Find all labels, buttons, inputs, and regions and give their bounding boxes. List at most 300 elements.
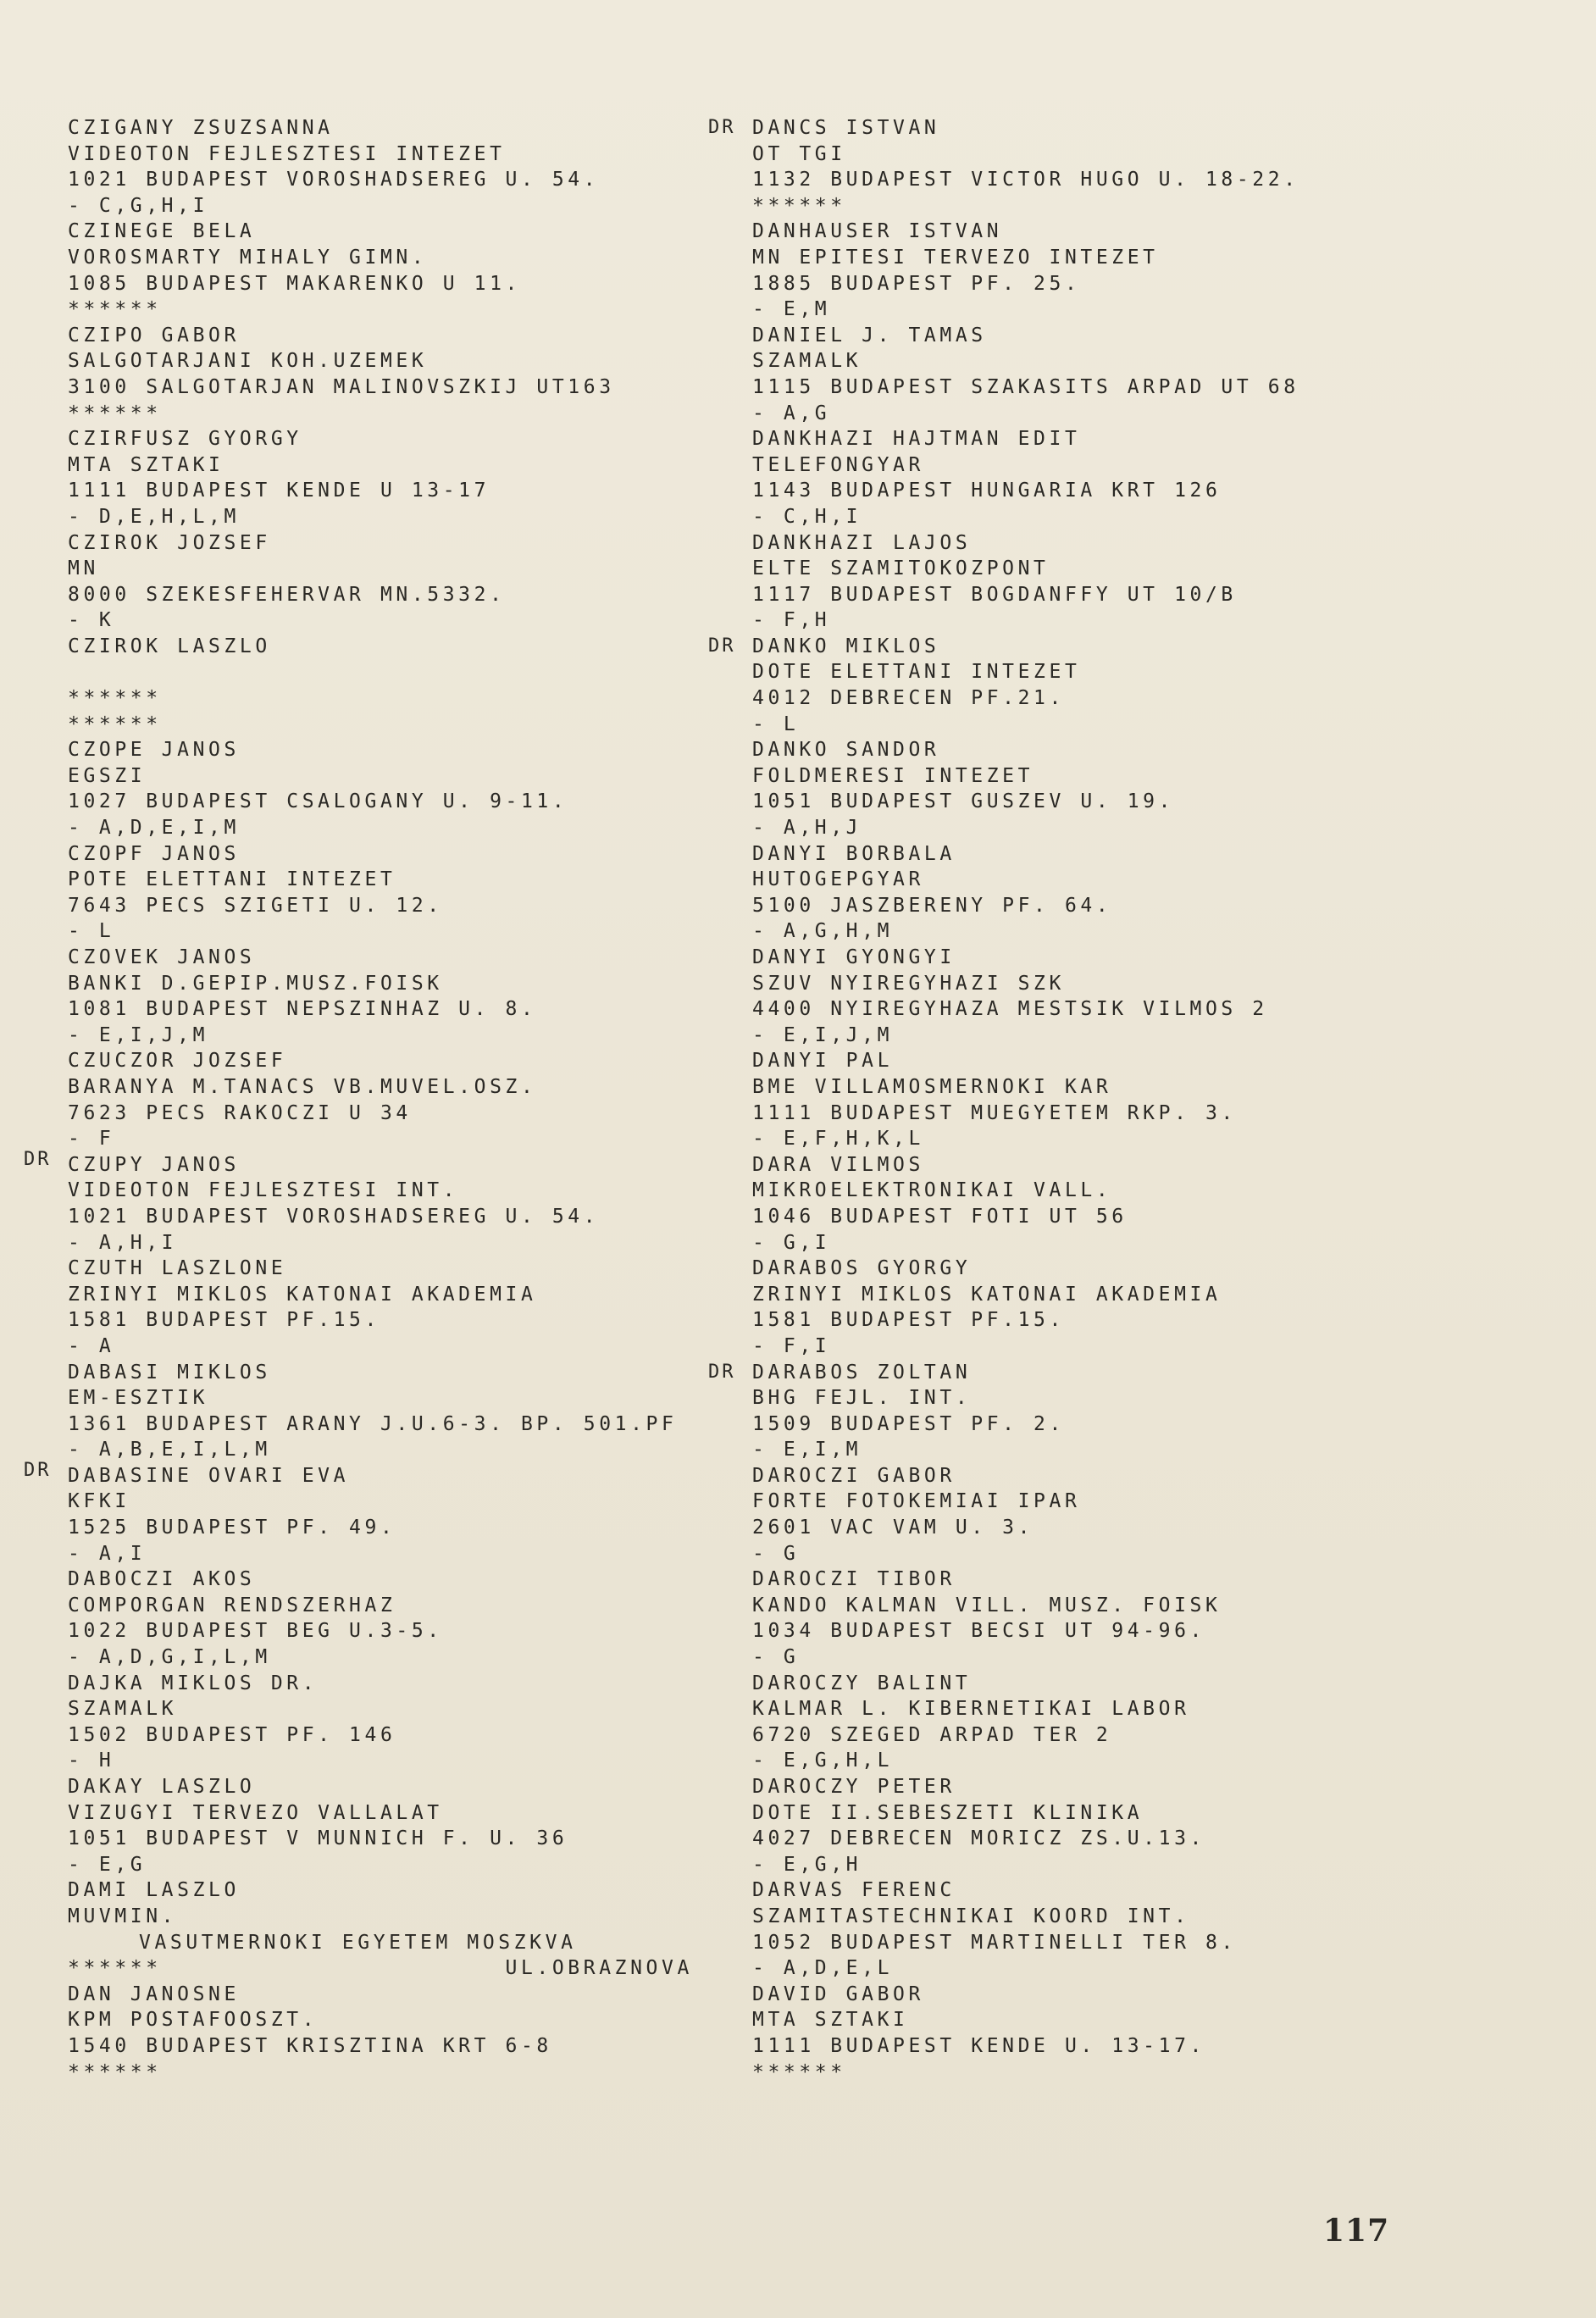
directory-line [752, 1644, 1515, 1671]
directory-line [68, 971, 712, 997]
directory-line-text: BME VILLAMOSMERNOKI KAR [752, 1075, 1112, 1098]
directory-line [752, 1826, 1515, 1852]
directory-line [708, 1360, 1515, 1386]
directory-line-text: DANYI GYONGYI [752, 946, 956, 968]
directory-line [68, 1904, 712, 1930]
directory-line-text: ****** [68, 402, 162, 424]
directory-line [752, 1048, 1515, 1074]
directory-line-text: VIDEOTON FEJLESZTESI INT. [68, 1179, 459, 1202]
directory-line-text: 1027 BUDAPEST CSALOGANY U. 9-11. [68, 790, 568, 813]
directory-line-text: EM-ESZTIK [68, 1387, 209, 1410]
directory-line [752, 2060, 1515, 2086]
directory-line [68, 1515, 712, 1541]
directory-line [708, 634, 1515, 660]
directory-line [68, 2033, 712, 2060]
directory-line [752, 1178, 1515, 1204]
directory-line-text: MTA SZTAKI [68, 453, 224, 476]
directory-line-text: 1502 BUDAPEST PF. 146 [68, 1723, 396, 1746]
directory-line [68, 323, 712, 349]
directory-line-text: MIKROELEKTRONIKAI VALL. [752, 1179, 1112, 1202]
directory-line [752, 141, 1515, 168]
directory-line [68, 1385, 712, 1411]
directory-line-text: DOTE II.SEBESZETI KLINIKA [752, 1801, 1144, 1824]
title-prefix: DR [24, 1459, 52, 1481]
directory-line-text: VOROSMARTY MIHALY GIMN. [68, 246, 428, 269]
directory-line-text: CZOVEK JANOS [68, 946, 256, 968]
directory-line-text: ****** [68, 2060, 162, 2083]
directory-line-text: - L [752, 713, 800, 735]
directory-line [752, 271, 1515, 297]
directory-line-text: DARVAS FERENC [752, 1879, 956, 1902]
directory-line-text: 1051 BUDAPEST V MUNNICH F. U. 36 [68, 1827, 568, 1850]
directory-line [752, 297, 1515, 323]
directory-line [752, 737, 1515, 763]
directory-line [68, 1101, 712, 1127]
directory-line [752, 1437, 1515, 1463]
directory-line [752, 1489, 1515, 1515]
directory-line-text: BARANYA M.TANACS VB.MUVEL.OSZ. [68, 1075, 537, 1098]
directory-line-text: SZAMITASTECHNIKAI KOORD INT. [752, 1905, 1190, 1927]
directory-line [68, 685, 712, 712]
directory-line-text: SZAMALK [752, 350, 862, 373]
directory-line [752, 219, 1515, 245]
directory-line-text: 1885 BUDAPEST PF. 25. [752, 272, 1081, 295]
directory-line [68, 452, 712, 479]
directory-line [68, 1774, 712, 1800]
directory-line-text: - A,G,H,M [752, 920, 894, 943]
directory-line-text: - D,E,H,L,M [68, 505, 240, 528]
directory-line-text: DABASI MIKLOS [68, 1361, 271, 1384]
directory-line-text: DARA VILMOS [752, 1153, 924, 1176]
directory-line [68, 1671, 712, 1697]
directory-line-text: ****** [752, 194, 846, 217]
directory-line [68, 737, 712, 763]
directory-line-text: DABASINE OVARI EVA [68, 1464, 350, 1487]
directory-line [752, 1126, 1515, 1152]
directory-line [752, 685, 1515, 712]
directory-line [752, 1800, 1515, 1827]
directory-line [68, 1230, 712, 1256]
directory-line-text: - A,D,G,I,L,M [68, 1646, 271, 1669]
directory-line [68, 1982, 712, 2008]
directory-line-text: DAROCZY PETER [752, 1776, 956, 1798]
directory-line [752, 945, 1515, 971]
directory-line-text: DANCS ISTVAN [752, 117, 940, 139]
directory-line-text: KPM POSTAFOOSZT. [68, 2009, 319, 2032]
directory-line [68, 867, 712, 893]
directory-line-text: ****** [68, 298, 162, 321]
directory-line [752, 1515, 1515, 1541]
directory-line [752, 1204, 1515, 1230]
directory-line-text: DABOCZI AKOS [68, 1568, 256, 1591]
directory-line-text: ****** [68, 713, 162, 735]
directory-line-text: CZOPF JANOS [68, 842, 240, 865]
directory-line-text: SZAMALK [68, 1698, 178, 1721]
directory-line [68, 1411, 712, 1438]
directory-line-text: VIDEOTON FEJLESZTESI INTEZET [68, 142, 506, 165]
directory-line [752, 556, 1515, 582]
directory-line-text: MN [68, 557, 99, 580]
directory-line [68, 1593, 712, 1619]
directory-line-text: - A,D,E,I,M [68, 817, 240, 840]
directory-line [68, 297, 712, 323]
directory-line [752, 815, 1515, 841]
directory-line [752, 1101, 1515, 1127]
directory-line-text: 1509 BUDAPEST PF. 2. [752, 1412, 1065, 1435]
directory-line-text: - A,H,I [68, 1231, 178, 1254]
directory-line-text: DARABOS GYORGY [752, 1257, 972, 1280]
directory-line-text: - A [68, 1334, 115, 1357]
directory-line-text: ****** UL.OBRAZNOVA [68, 1957, 693, 1980]
directory-line [752, 323, 1515, 349]
directory-line [752, 1618, 1515, 1644]
directory-line-text: 7643 PECS SZIGETI U. 12. [68, 894, 443, 917]
directory-line-text: DANKO SANDOR [752, 739, 940, 762]
directory-line [752, 607, 1515, 634]
directory-line [68, 789, 712, 815]
directory-line-text: 1111 BUDAPEST MUEGYETEM RKP. 3. [752, 1101, 1237, 1124]
directory-line-text: - H [68, 1750, 115, 1772]
directory-line [752, 971, 1515, 997]
directory-line [752, 1904, 1515, 1930]
directory-line-text: 1132 BUDAPEST VICTOR HUGO U. 18-22. [752, 169, 1300, 191]
directory-line-text: DAKAY LASZLO [68, 1776, 256, 1798]
directory-line [752, 763, 1515, 790]
directory-line [68, 1748, 712, 1774]
directory-line [68, 815, 712, 841]
directory-line-text: - F,I [752, 1334, 831, 1357]
directory-line-text: 7623 PECS RAKOCZI U 34 [68, 1101, 412, 1124]
directory-line [752, 1748, 1515, 1774]
directory-line [68, 1307, 712, 1334]
directory-line [752, 582, 1515, 608]
directory-line-text: TELEFONGYAR [752, 453, 924, 476]
directory-line [68, 893, 712, 919]
directory-line [752, 841, 1515, 868]
directory-line [752, 1696, 1515, 1722]
directory-line [752, 996, 1515, 1023]
directory-line [752, 1074, 1515, 1101]
directory-line [752, 348, 1515, 374]
directory-line-text: - E,I,J,M [68, 1023, 209, 1046]
directory-line [68, 556, 712, 582]
directory-line [68, 1852, 712, 1878]
directory-line [24, 1148, 712, 1178]
directory-line [68, 1360, 712, 1386]
directory-line [68, 1489, 712, 1515]
directory-line-text: 1540 BUDAPEST KRISZTINA KRT 6-8 [68, 2034, 552, 2057]
directory-line-text: 1046 BUDAPEST FOTI UT 56 [752, 1205, 1128, 1228]
directory-line [752, 1334, 1515, 1360]
directory-line [752, 789, 1515, 815]
directory-line [752, 1774, 1515, 1800]
directory-line-text: 1115 BUDAPEST SZAKASITS ARPAD UT 68 [752, 375, 1300, 398]
title-prefix: DR [708, 1361, 736, 1383]
directory-line-text: VIZUGYI TERVEZO VALLALAT [68, 1801, 443, 1824]
directory-line-text: 1051 BUDAPEST GUSZEV U. 19. [752, 790, 1175, 813]
directory-line-text: 1117 BUDAPEST BOGDANFFY UT 10/B [752, 583, 1237, 606]
directory-line [68, 141, 712, 168]
title-prefix: DR [708, 117, 736, 138]
directory-line [752, 1852, 1515, 1878]
directory-line-text: - A,G [752, 402, 831, 424]
directory-line-text: KFKI [68, 1490, 130, 1513]
directory-line [68, 1282, 712, 1308]
directory-line-text: KALMAR L. KIBERNETIKAI LABOR [752, 1698, 1190, 1721]
directory-line [68, 1541, 712, 1567]
directory-line [752, 245, 1515, 271]
directory-line-text: MUVMIN. [68, 1905, 178, 1927]
directory-line-text: DANKO MIKLOS [752, 635, 940, 657]
directory-line [752, 659, 1515, 685]
directory-line-text: DANKHAZI HAJTMAN EDIT [752, 428, 1081, 451]
directory-line-text: - A,I [68, 1542, 147, 1565]
directory-line [68, 945, 712, 971]
directory-line-text: DAMI LASZLO [68, 1879, 240, 1902]
directory-line-text: 5100 JASZBERENY PF. 64. [752, 894, 1112, 917]
directory-line [68, 763, 712, 790]
directory-line [68, 1437, 712, 1463]
directory-line [752, 2007, 1515, 2033]
directory-line-text: - E,G [68, 1853, 147, 1876]
directory-line [68, 1618, 712, 1644]
directory-line [752, 918, 1515, 945]
directory-line-text: - G,I [752, 1231, 831, 1254]
directory-line-text: 6720 SZEGED ARPAD TER 2 [752, 1723, 1112, 1746]
directory-line [752, 893, 1515, 919]
directory-line-text: CZIRFUSZ GYORGY [68, 428, 302, 451]
directory-line [752, 1877, 1515, 1904]
directory-line-text: BANKI D.GEPIP.MUSZ.FOISK [68, 972, 443, 995]
directory-line-text: FORTE FOTOKEMIAI IPAR [752, 1490, 1081, 1513]
directory-line [68, 401, 712, 427]
directory-line-text: - F,H [752, 609, 831, 632]
directory-line [68, 634, 712, 660]
directory-line-text: MTA SZTAKI [752, 2009, 909, 2032]
directory-line [68, 1955, 712, 1982]
directory-line-text: 1581 BUDAPEST PF.15. [752, 1309, 1065, 1332]
page-number: 117 [1323, 2213, 1390, 2249]
directory-line [68, 712, 712, 738]
directory-line-text: DANYI BORBALA [752, 842, 956, 865]
directory-line-text: CZINEGE BELA [68, 220, 256, 243]
directory-line [24, 1459, 712, 1489]
directory-line [752, 1385, 1515, 1411]
directory-line [68, 1877, 712, 1904]
directory-line-text: ELTE SZAMITOKOZPONT [752, 557, 1050, 580]
directory-line [68, 504, 712, 530]
directory-line-text: COMPORGAN RENDSZERHAZ [68, 1594, 396, 1616]
left-column [24, 115, 712, 2085]
directory-line [752, 374, 1515, 401]
directory-line [68, 115, 712, 141]
directory-line-text: MN EPITESI TERVEZO INTEZET [752, 246, 1159, 269]
directory-line-text: SALGOTARJANI KOH.UZEMEK [68, 350, 428, 373]
directory-line [68, 2007, 712, 2033]
directory-line [68, 607, 712, 634]
directory-line [752, 2033, 1515, 2060]
directory-line-text: ZRINYI MIKLOS KATONAI AKADEMIA [68, 1283, 537, 1306]
directory-line [752, 1282, 1515, 1308]
directory-line-text: 1143 BUDAPEST HUNGARIA KRT 126 [752, 480, 1222, 502]
directory-line [68, 478, 712, 504]
directory-line [752, 1541, 1515, 1567]
directory-line-text: 4027 DEBRECEN MORICZ ZS.U.13. [752, 1827, 1205, 1850]
directory-line-text: - A,B,E,I,L,M [68, 1439, 271, 1461]
directory-line-text: - A,D,E,L [752, 1957, 894, 1980]
directory-line-text: 1021 BUDAPEST VOROSHADSEREG U. 54. [68, 1205, 600, 1228]
directory-line-text: - F [68, 1128, 115, 1151]
directory-line-text: 4012 DEBRECEN PF.21. [752, 687, 1065, 710]
directory-line [68, 1126, 712, 1152]
directory-line-text: 4400 NYIREGYHAZA MESTSIK VILMOS 2 [752, 998, 1268, 1021]
directory-line-text: 1081 BUDAPEST NEPSZINHAZ U. 8. [68, 998, 537, 1021]
directory-line [752, 401, 1515, 427]
directory-line [752, 426, 1515, 452]
directory-line-text: DANIEL J. TAMAS [752, 324, 987, 347]
right-column [708, 115, 1515, 2085]
directory-line [68, 1178, 712, 1204]
directory-line-text: DARABOS ZOLTAN [752, 1361, 972, 1384]
directory-line [752, 193, 1515, 219]
directory-line-text: DAJKA MIKLOS DR. [68, 1672, 319, 1694]
directory-line [752, 1930, 1515, 1956]
directory-line-text: DAN JANOSNE [68, 1982, 240, 2005]
title-prefix: DR [708, 635, 736, 657]
directory-line-text: - E,G,H [752, 1853, 862, 1876]
directory-line [752, 478, 1515, 504]
directory-line-text: - C,H,I [752, 505, 862, 528]
directory-line [68, 1204, 712, 1230]
directory-line [68, 167, 712, 193]
directory-line-text: 1111 BUDAPEST KENDE U 13-17 [68, 480, 490, 502]
directory-line [68, 1334, 712, 1360]
directory-line-text: - K [68, 609, 115, 632]
directory-line-text: DANKHAZI LAJOS [752, 531, 972, 554]
directory-line-text: 8000 SZEKESFEHERVAR MN.5332. [68, 583, 506, 606]
directory-line [752, 1671, 1515, 1697]
directory-line-text: - G [752, 1542, 800, 1565]
directory-line-text: 1021 BUDAPEST VOROSHADSEREG U. 54. [68, 169, 600, 191]
directory-line [68, 1256, 712, 1282]
directory-line-text: - E,F,H,K,L [752, 1128, 924, 1151]
directory-line-text: DAVID GABOR [752, 1982, 924, 2005]
directory-line [68, 1048, 712, 1074]
directory-line [68, 193, 712, 219]
directory-line [752, 1982, 1515, 2008]
directory-line-text: EGSZI [68, 764, 147, 787]
directory-line-text: 2601 VAC VAM U. 3. [752, 1517, 1034, 1539]
directory-line-text: BHG FEJL. INT. [752, 1387, 972, 1410]
directory-line-text: - E,I,M [752, 1439, 862, 1461]
directory-line [68, 1800, 712, 1827]
directory-line-text: - E,I,J,M [752, 1023, 894, 1046]
directory-line-text: CZIROK LASZLO [68, 635, 271, 657]
directory-line [708, 115, 1515, 141]
directory-line-text: FOLDMERESI INTEZET [752, 764, 1034, 787]
directory-line [68, 1074, 712, 1101]
directory-line [752, 867, 1515, 893]
directory-line-text: - C,G,H,I [68, 194, 209, 217]
directory-line [68, 918, 712, 945]
directory-line [752, 1411, 1515, 1438]
directory-line [752, 504, 1515, 530]
directory-line [752, 452, 1515, 479]
directory-line-text: KANDO KALMAN VILL. MUSZ. FOISK [752, 1594, 1222, 1616]
directory-line-text: DAROCZI TIBOR [752, 1568, 956, 1591]
directory-line [68, 348, 712, 374]
directory-line-text: 1052 BUDAPEST MARTINELLI TER 8. [752, 1931, 1237, 1954]
directory-line-text: DOTE ELETTANI INTEZET [752, 661, 1081, 684]
directory-line-text: CZOPE JANOS [68, 739, 240, 762]
directory-line-text: CZIGANY ZSUZSANNA [68, 117, 334, 139]
directory-line [68, 996, 712, 1023]
directory-line [752, 1567, 1515, 1593]
directory-line [68, 841, 712, 868]
directory-line [752, 1307, 1515, 1334]
directory-line-text: ZRINYI MIKLOS KATONAI AKADEMIA [752, 1283, 1222, 1306]
directory-line [68, 2060, 712, 2086]
directory-line-text: 1525 BUDAPEST PF. 49. [68, 1517, 396, 1539]
directory-line-text: ****** [68, 687, 162, 710]
directory-line [752, 1722, 1515, 1749]
title-prefix: DR [24, 1148, 52, 1170]
directory-line-text: POTE ELETTANI INTEZET [68, 868, 396, 891]
directory-line [68, 374, 712, 401]
directory-line-text: DAROCZY BALINT [752, 1672, 972, 1694]
directory-line-text: - E,M [752, 298, 831, 321]
directory-line-text: DANYI PAL [752, 1050, 894, 1073]
directory-line [68, 219, 712, 245]
directory-line-text: DAROCZI GABOR [752, 1464, 956, 1487]
directory-line [752, 1955, 1515, 1982]
directory-line-text: - E,G,H,L [752, 1750, 894, 1772]
directory-line [752, 1152, 1515, 1178]
directory-line-text: VASUTMERNOKI EGYETEM MOSZKVA [139, 1931, 577, 1954]
directory-line [68, 582, 712, 608]
directory-line-text: CZUTH LASZLONE [68, 1257, 287, 1280]
directory-line-text: CZIPO GABOR [68, 324, 240, 347]
directory-line [68, 1722, 712, 1749]
directory-line-text: CZUCZOR JOZSEF [68, 1050, 287, 1073]
directory-line [68, 659, 712, 685]
directory-line [752, 1593, 1515, 1619]
directory-line [68, 1696, 712, 1722]
directory-line [752, 530, 1515, 557]
directory-line-text: HUTOGEPGYAR [752, 868, 924, 891]
directory-line-text: - L [68, 920, 115, 943]
directory-line-text: 1111 BUDAPEST KENDE U. 13-17. [752, 2034, 1205, 2057]
directory-line [68, 1567, 712, 1593]
directory-line [68, 271, 712, 297]
directory-line-text: DANHAUSER ISTVAN [752, 220, 1003, 243]
directory-line [752, 712, 1515, 738]
directory-line [68, 1644, 712, 1671]
directory-line [68, 530, 712, 557]
directory-line-text: CZUPY JANOS [68, 1153, 240, 1176]
directory-line [68, 245, 712, 271]
directory-line-text: - A,H,J [752, 817, 862, 840]
directory-line-text: OT TGI [752, 142, 846, 165]
directory-line-text: - G [752, 1646, 800, 1669]
directory-line [68, 426, 712, 452]
directory-line [752, 1230, 1515, 1256]
directory-line-text: ****** [752, 2060, 846, 2083]
directory-line-text: SZUV NYIREGYHAZI SZK [752, 972, 1065, 995]
directory-line-text: 1034 BUDAPEST BECSI UT 94-96. [752, 1620, 1205, 1643]
directory-line [752, 167, 1515, 193]
directory-line-text: CZIROK JOZSEF [68, 531, 271, 554]
